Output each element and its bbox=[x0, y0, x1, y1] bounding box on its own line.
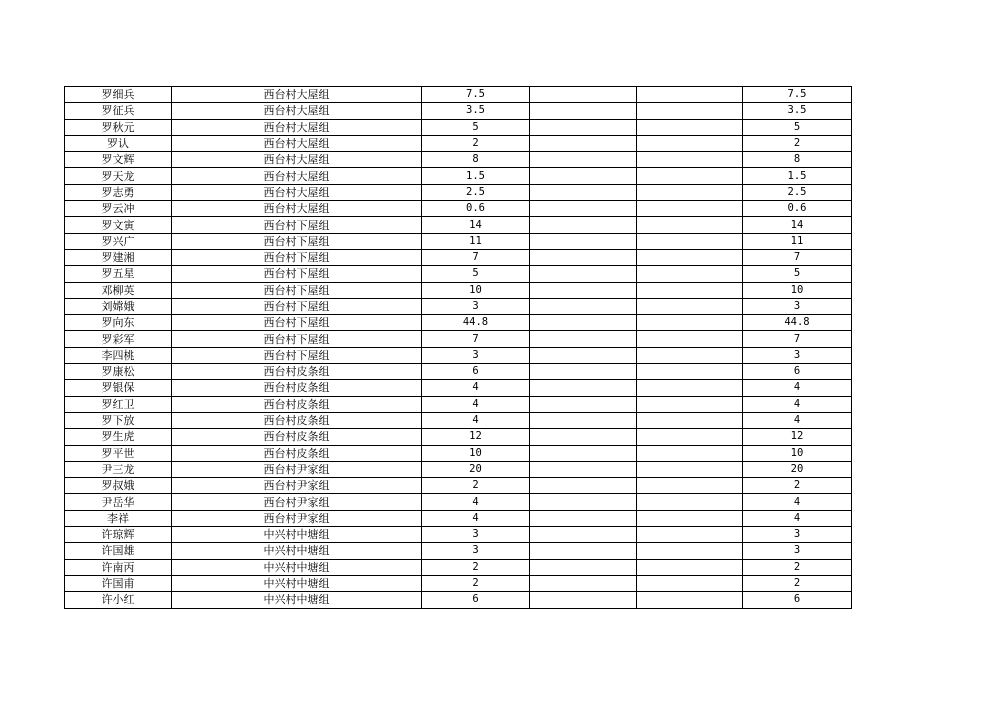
location-cell: 中兴村中塘组 bbox=[172, 527, 422, 543]
table-row bbox=[65, 510, 852, 526]
empty-cell bbox=[637, 168, 743, 184]
location-cell: 西台村皮条组 bbox=[172, 396, 422, 412]
amount-cell: 1.5 bbox=[422, 168, 530, 184]
amount-cell: 2 bbox=[422, 575, 530, 591]
total-cell: 3 bbox=[743, 527, 852, 543]
empty-cell bbox=[637, 217, 743, 233]
table-row bbox=[65, 217, 852, 233]
empty-cell bbox=[530, 592, 637, 608]
location-cell: 中兴村中塘组 bbox=[172, 543, 422, 559]
empty-cell bbox=[530, 135, 637, 151]
total-cell: 14 bbox=[743, 217, 852, 233]
table-row bbox=[65, 168, 852, 184]
location-cell: 西台村大屋组 bbox=[172, 103, 422, 119]
amount-cell: 10 bbox=[422, 445, 530, 461]
table-row bbox=[65, 152, 852, 168]
total-cell: 2.5 bbox=[743, 184, 852, 200]
name-cell: 许琼辉 bbox=[65, 527, 172, 543]
empty-cell bbox=[637, 103, 743, 119]
location-cell: 西台村大屋组 bbox=[172, 119, 422, 135]
data-table bbox=[64, 86, 852, 609]
total-cell: 2 bbox=[743, 135, 852, 151]
empty-cell bbox=[530, 103, 637, 119]
empty-cell bbox=[637, 478, 743, 494]
table-row bbox=[65, 331, 852, 347]
table-row bbox=[65, 429, 852, 445]
empty-cell bbox=[530, 429, 637, 445]
amount-cell: 11 bbox=[422, 233, 530, 249]
table-row bbox=[65, 364, 852, 380]
table-row bbox=[65, 315, 852, 331]
amount-cell: 12 bbox=[422, 429, 530, 445]
name-cell: 罗云冲 bbox=[65, 201, 172, 217]
amount-cell: 2 bbox=[422, 135, 530, 151]
table-row bbox=[65, 201, 852, 217]
name-cell: 尹三龙 bbox=[65, 461, 172, 477]
total-cell: 11 bbox=[743, 233, 852, 249]
name-cell: 罗五星 bbox=[65, 266, 172, 282]
empty-cell bbox=[637, 494, 743, 510]
table-row bbox=[65, 380, 852, 396]
location-cell: 西台村下屋组 bbox=[172, 282, 422, 298]
amount-cell: 3 bbox=[422, 543, 530, 559]
amount-cell: 5 bbox=[422, 266, 530, 282]
amount-cell: 7 bbox=[422, 249, 530, 265]
name-cell: 罗红卫 bbox=[65, 396, 172, 412]
amount-cell: 5 bbox=[422, 119, 530, 135]
amount-cell: 3 bbox=[422, 527, 530, 543]
empty-cell bbox=[530, 87, 637, 103]
amount-cell: 7 bbox=[422, 331, 530, 347]
name-cell: 李四桃 bbox=[65, 347, 172, 363]
empty-cell bbox=[637, 282, 743, 298]
location-cell: 中兴村中塘组 bbox=[172, 592, 422, 608]
name-cell: 罗文辉 bbox=[65, 152, 172, 168]
name-cell: 罗康松 bbox=[65, 364, 172, 380]
empty-cell bbox=[530, 201, 637, 217]
location-cell: 西台村尹家组 bbox=[172, 461, 422, 477]
name-cell: 许国雄 bbox=[65, 543, 172, 559]
location-cell: 西台村下屋组 bbox=[172, 233, 422, 249]
empty-cell bbox=[530, 217, 637, 233]
total-cell: 2 bbox=[743, 575, 852, 591]
table-row bbox=[65, 119, 852, 135]
location-cell: 西台村下屋组 bbox=[172, 266, 422, 282]
name-cell: 罗向东 bbox=[65, 315, 172, 331]
empty-cell bbox=[637, 152, 743, 168]
amount-cell: 4 bbox=[422, 412, 530, 428]
empty-cell bbox=[530, 249, 637, 265]
amount-cell: 44.8 bbox=[422, 315, 530, 331]
total-cell: 10 bbox=[743, 282, 852, 298]
total-cell: 10 bbox=[743, 445, 852, 461]
total-cell: 3.5 bbox=[743, 103, 852, 119]
amount-cell: 10 bbox=[422, 282, 530, 298]
empty-cell bbox=[637, 184, 743, 200]
amount-cell: 4 bbox=[422, 494, 530, 510]
empty-cell bbox=[637, 331, 743, 347]
table-row bbox=[65, 347, 852, 363]
name-cell: 罗下放 bbox=[65, 412, 172, 428]
empty-cell bbox=[530, 315, 637, 331]
empty-cell bbox=[637, 510, 743, 526]
table-row bbox=[65, 266, 852, 282]
total-cell: 3 bbox=[743, 347, 852, 363]
name-cell: 罗彩军 bbox=[65, 331, 172, 347]
empty-cell bbox=[637, 201, 743, 217]
empty-cell bbox=[637, 396, 743, 412]
name-cell: 罗生虎 bbox=[65, 429, 172, 445]
empty-cell bbox=[530, 412, 637, 428]
amount-cell: 3 bbox=[422, 298, 530, 314]
empty-cell bbox=[637, 298, 743, 314]
table-row bbox=[65, 527, 852, 543]
amount-cell: 14 bbox=[422, 217, 530, 233]
location-cell: 西台村皮条组 bbox=[172, 364, 422, 380]
location-cell: 西台村皮条组 bbox=[172, 380, 422, 396]
location-cell: 西台村大屋组 bbox=[172, 152, 422, 168]
table-body bbox=[65, 87, 852, 609]
amount-cell: 2 bbox=[422, 559, 530, 575]
location-cell: 西台村大屋组 bbox=[172, 87, 422, 103]
table-row bbox=[65, 249, 852, 265]
empty-cell bbox=[530, 184, 637, 200]
location-cell: 西台村下屋组 bbox=[172, 315, 422, 331]
table-row bbox=[65, 543, 852, 559]
location-cell: 西台村皮条组 bbox=[172, 445, 422, 461]
empty-cell bbox=[530, 527, 637, 543]
table-row bbox=[65, 396, 852, 412]
name-cell: 邓柳英 bbox=[65, 282, 172, 298]
amount-cell: 6 bbox=[422, 592, 530, 608]
name-cell: 许南丙 bbox=[65, 559, 172, 575]
location-cell: 西台村尹家组 bbox=[172, 494, 422, 510]
total-cell: 5 bbox=[743, 266, 852, 282]
name-cell: 罗平世 bbox=[65, 445, 172, 461]
empty-cell bbox=[530, 478, 637, 494]
location-cell: 西台村尹家组 bbox=[172, 478, 422, 494]
location-cell: 西台村大屋组 bbox=[172, 201, 422, 217]
amount-cell: 6 bbox=[422, 364, 530, 380]
amount-cell: 2.5 bbox=[422, 184, 530, 200]
empty-cell bbox=[530, 543, 637, 559]
total-cell: 2 bbox=[743, 478, 852, 494]
empty-cell bbox=[530, 347, 637, 363]
empty-cell bbox=[637, 364, 743, 380]
total-cell: 20 bbox=[743, 461, 852, 477]
location-cell: 西台村下屋组 bbox=[172, 249, 422, 265]
location-cell: 西台村尹家组 bbox=[172, 510, 422, 526]
empty-cell bbox=[530, 559, 637, 575]
empty-cell bbox=[637, 266, 743, 282]
empty-cell bbox=[530, 119, 637, 135]
empty-cell bbox=[637, 315, 743, 331]
total-cell: 6 bbox=[743, 592, 852, 608]
name-cell: 尹岳华 bbox=[65, 494, 172, 510]
empty-cell bbox=[637, 592, 743, 608]
table-row bbox=[65, 87, 852, 103]
table-row bbox=[65, 575, 852, 591]
amount-cell: 3 bbox=[422, 347, 530, 363]
total-cell: 3 bbox=[743, 298, 852, 314]
name-cell: 李祥 bbox=[65, 510, 172, 526]
location-cell: 中兴村中塘组 bbox=[172, 575, 422, 591]
name-cell: 许小红 bbox=[65, 592, 172, 608]
table-row bbox=[65, 445, 852, 461]
empty-cell bbox=[530, 445, 637, 461]
empty-cell bbox=[637, 575, 743, 591]
location-cell: 中兴村中塘组 bbox=[172, 559, 422, 575]
location-cell: 西台村下屋组 bbox=[172, 331, 422, 347]
amount-cell: 3.5 bbox=[422, 103, 530, 119]
empty-cell bbox=[637, 412, 743, 428]
name-cell: 罗认 bbox=[65, 135, 172, 151]
table-row bbox=[65, 461, 852, 477]
name-cell: 罗兴广 bbox=[65, 233, 172, 249]
location-cell: 西台村下屋组 bbox=[172, 347, 422, 363]
amount-cell: 0.6 bbox=[422, 201, 530, 217]
empty-cell bbox=[530, 380, 637, 396]
table-row bbox=[65, 494, 852, 510]
location-cell: 西台村皮条组 bbox=[172, 429, 422, 445]
name-cell: 罗银保 bbox=[65, 380, 172, 396]
total-cell: 7 bbox=[743, 331, 852, 347]
amount-cell: 4 bbox=[422, 380, 530, 396]
empty-cell bbox=[637, 249, 743, 265]
empty-cell bbox=[530, 494, 637, 510]
name-cell: 罗建湘 bbox=[65, 249, 172, 265]
empty-cell bbox=[637, 119, 743, 135]
name-cell: 罗细兵 bbox=[65, 87, 172, 103]
name-cell: 刘嫦娥 bbox=[65, 298, 172, 314]
total-cell: 7.5 bbox=[743, 87, 852, 103]
total-cell: 3 bbox=[743, 543, 852, 559]
total-cell: 1.5 bbox=[743, 168, 852, 184]
empty-cell bbox=[637, 543, 743, 559]
amount-cell: 4 bbox=[422, 510, 530, 526]
table-row bbox=[65, 103, 852, 119]
total-cell: 4 bbox=[743, 412, 852, 428]
table-row bbox=[65, 282, 852, 298]
table-row bbox=[65, 184, 852, 200]
empty-cell bbox=[530, 266, 637, 282]
amount-cell: 8 bbox=[422, 152, 530, 168]
empty-cell bbox=[530, 396, 637, 412]
total-cell: 6 bbox=[743, 364, 852, 380]
total-cell: 4 bbox=[743, 510, 852, 526]
location-cell: 西台村皮条组 bbox=[172, 412, 422, 428]
total-cell: 8 bbox=[743, 152, 852, 168]
empty-cell bbox=[530, 282, 637, 298]
location-cell: 西台村下屋组 bbox=[172, 298, 422, 314]
table-row bbox=[65, 233, 852, 249]
empty-cell bbox=[530, 298, 637, 314]
name-cell: 罗志勇 bbox=[65, 184, 172, 200]
total-cell: 7 bbox=[743, 249, 852, 265]
total-cell: 44.8 bbox=[743, 315, 852, 331]
empty-cell bbox=[530, 510, 637, 526]
amount-cell: 4 bbox=[422, 396, 530, 412]
location-cell: 西台村大屋组 bbox=[172, 184, 422, 200]
empty-cell bbox=[637, 233, 743, 249]
empty-cell bbox=[637, 135, 743, 151]
name-cell: 许国甫 bbox=[65, 575, 172, 591]
name-cell: 罗文寅 bbox=[65, 217, 172, 233]
empty-cell bbox=[637, 527, 743, 543]
total-cell: 4 bbox=[743, 494, 852, 510]
empty-cell bbox=[637, 559, 743, 575]
empty-cell bbox=[637, 380, 743, 396]
empty-cell bbox=[637, 347, 743, 363]
empty-cell bbox=[637, 445, 743, 461]
total-cell: 12 bbox=[743, 429, 852, 445]
amount-cell: 20 bbox=[422, 461, 530, 477]
total-cell: 4 bbox=[743, 380, 852, 396]
amount-cell: 2 bbox=[422, 478, 530, 494]
location-cell: 西台村下屋组 bbox=[172, 217, 422, 233]
amount-cell: 7.5 bbox=[422, 87, 530, 103]
total-cell: 2 bbox=[743, 559, 852, 575]
table-row bbox=[65, 298, 852, 314]
total-cell: 0.6 bbox=[743, 201, 852, 217]
empty-cell bbox=[637, 429, 743, 445]
table-row bbox=[65, 592, 852, 608]
table-row bbox=[65, 135, 852, 151]
total-cell: 4 bbox=[743, 396, 852, 412]
empty-cell bbox=[530, 152, 637, 168]
empty-cell bbox=[530, 461, 637, 477]
empty-cell bbox=[530, 575, 637, 591]
name-cell: 罗征兵 bbox=[65, 103, 172, 119]
location-cell: 西台村大屋组 bbox=[172, 168, 422, 184]
empty-cell bbox=[530, 331, 637, 347]
table-row bbox=[65, 412, 852, 428]
table-row bbox=[65, 559, 852, 575]
name-cell: 罗天龙 bbox=[65, 168, 172, 184]
total-cell: 5 bbox=[743, 119, 852, 135]
empty-cell bbox=[530, 364, 637, 380]
empty-cell bbox=[530, 233, 637, 249]
empty-cell bbox=[637, 461, 743, 477]
name-cell: 罗秋元 bbox=[65, 119, 172, 135]
empty-cell bbox=[637, 87, 743, 103]
location-cell: 西台村大屋组 bbox=[172, 135, 422, 151]
empty-cell bbox=[530, 168, 637, 184]
name-cell: 罗叔娥 bbox=[65, 478, 172, 494]
table-row bbox=[65, 478, 852, 494]
